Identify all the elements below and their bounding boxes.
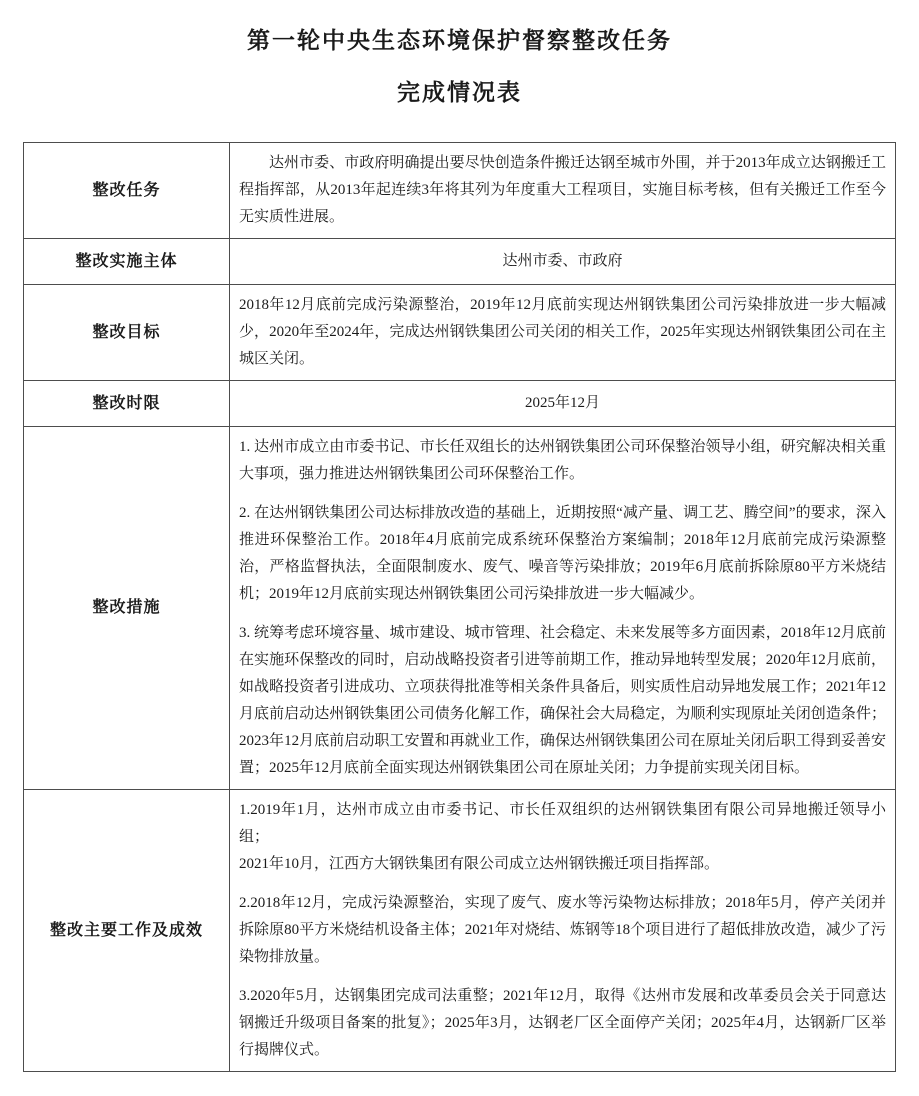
rectification-status-table — [23, 142, 896, 1072]
document-title-line-1: 第一轮中央生态环境保护督察整改任务 — [247, 28, 672, 53]
row-content — [230, 381, 896, 427]
row-label: 整改实施主体 — [24, 239, 230, 285]
table-row — [24, 285, 896, 381]
table-row — [24, 790, 896, 1072]
content-paragraph: 1.2019年1月，达州市成立由市委书记、市长任双组织的达州钢铁集团有限公司异地搬迁领导小组； 2021年10月，江西方大钢铁集团有限公司成立达州钢铁搬迁项目指挥部。 — [239, 802, 886, 872]
row-label: 整改时限 — [24, 381, 230, 427]
row-label: 整改措施 — [24, 427, 230, 790]
content-paragraph: 3.2020年5月，达钢集团完成司法重整；2021年12月，取得《达州市发展和改革委员会关于同意达钢搬迁升级项目备案的批复》；2025年3月，达钢老厂区全面停产关闭；2025年4月，达钢新厂区举行揭牌仪式。 — [239, 988, 886, 1058]
row-label: 整改主要工作及成效 — [24, 790, 230, 1072]
row-content — [230, 143, 896, 239]
content-paragraph: 2.2018年12月，完成污染源整治，实现了废气、废水等污染物达标排放；2018年5月，停产关闭并拆除原80平方米烧结机设备主体；2021年对烧结、炼钢等18个项目进行了超低排放改造，减少了污染物排放量。 — [239, 895, 886, 965]
row-label: 整改任务 — [24, 143, 230, 239]
table-row — [24, 239, 896, 285]
table-row — [24, 143, 896, 239]
content-paragraph: 2. 在达州钢铁集团公司达标排放改造的基础上，近期按照“减产量、调工艺、腾空间”的要求，深入推进环保整治工作。2018年4月底前完成系统环保整治方案编制；2018年12月底前完成污染源整治，严格监督执法，全面限制废水、废气、噪音等污染排放；2019年6月底前拆除原80平方米烧结机；2019年12月底前实现达州钢铁集团公司污染排放进一步大幅减少。 — [239, 505, 886, 602]
document-title — [23, 26, 896, 108]
row-label: 整改目标 — [24, 285, 230, 381]
content-paragraph: 达州市委、市政府 — [502, 253, 623, 269]
table-row — [24, 381, 896, 427]
content-paragraph: 2018年12月底前完成污染源整治，2019年12月底前实现达州钢铁集团公司污染排放进一步大幅减少，2020年至2024年，完成达州钢铁集团公司关闭的相关工作，2025年实现达州钢铁集团公司在主城区关闭。 — [239, 297, 886, 367]
content-paragraph: 3. 统筹考虑环境容量、城市建设、城市管理、社会稳定、未来发展等多方面因素，2018年12月底前在实施环保整改的同时，启动战略投资者引进等前期工作，推动异地转型发展；2020年12月底前，如战略投资者引进成功、立项获得批准等相关条件具备后，则实质性启动异地发展工作；2021年12月底前启动达州钢铁集团公司债务化解工作，确保社会大局稳定，为顺利实现原址关闭创造条件；2023年12月底前启动职工安置和再就业工作，确保达州钢铁集团公司在原址关闭后职工得到妥善安置；2025年12月底前全面实现达州钢铁集团公司在原址关闭；力争提前实现关闭目标。 — [239, 625, 886, 776]
row-content — [230, 427, 896, 790]
content-paragraph: 达州市委、市政府明确提出要尽快创造条件搬迁达钢至城市外围，并于2013年成立达钢搬迁工程指挥部，从2013年起连续3年将其列为年度重大工程项目，实施目标考核，但有关搬迁工作至今无实质性进展。 — [239, 155, 886, 225]
content-paragraph: 1. 达州市成立由市委书记、市长任双组长的达州钢铁集团公司环保整治领导小组，研究解决相关重大事项，强力推进达州钢铁集团公司环保整治工作。 — [239, 439, 886, 482]
table-row — [24, 427, 896, 790]
row-content — [230, 790, 896, 1072]
row-content — [230, 285, 896, 381]
content-paragraph: 2025年12月 — [524, 395, 600, 411]
row-content — [230, 239, 896, 285]
document-title-line-2: 完成情况表 — [397, 80, 522, 105]
table-body — [24, 143, 896, 1072]
